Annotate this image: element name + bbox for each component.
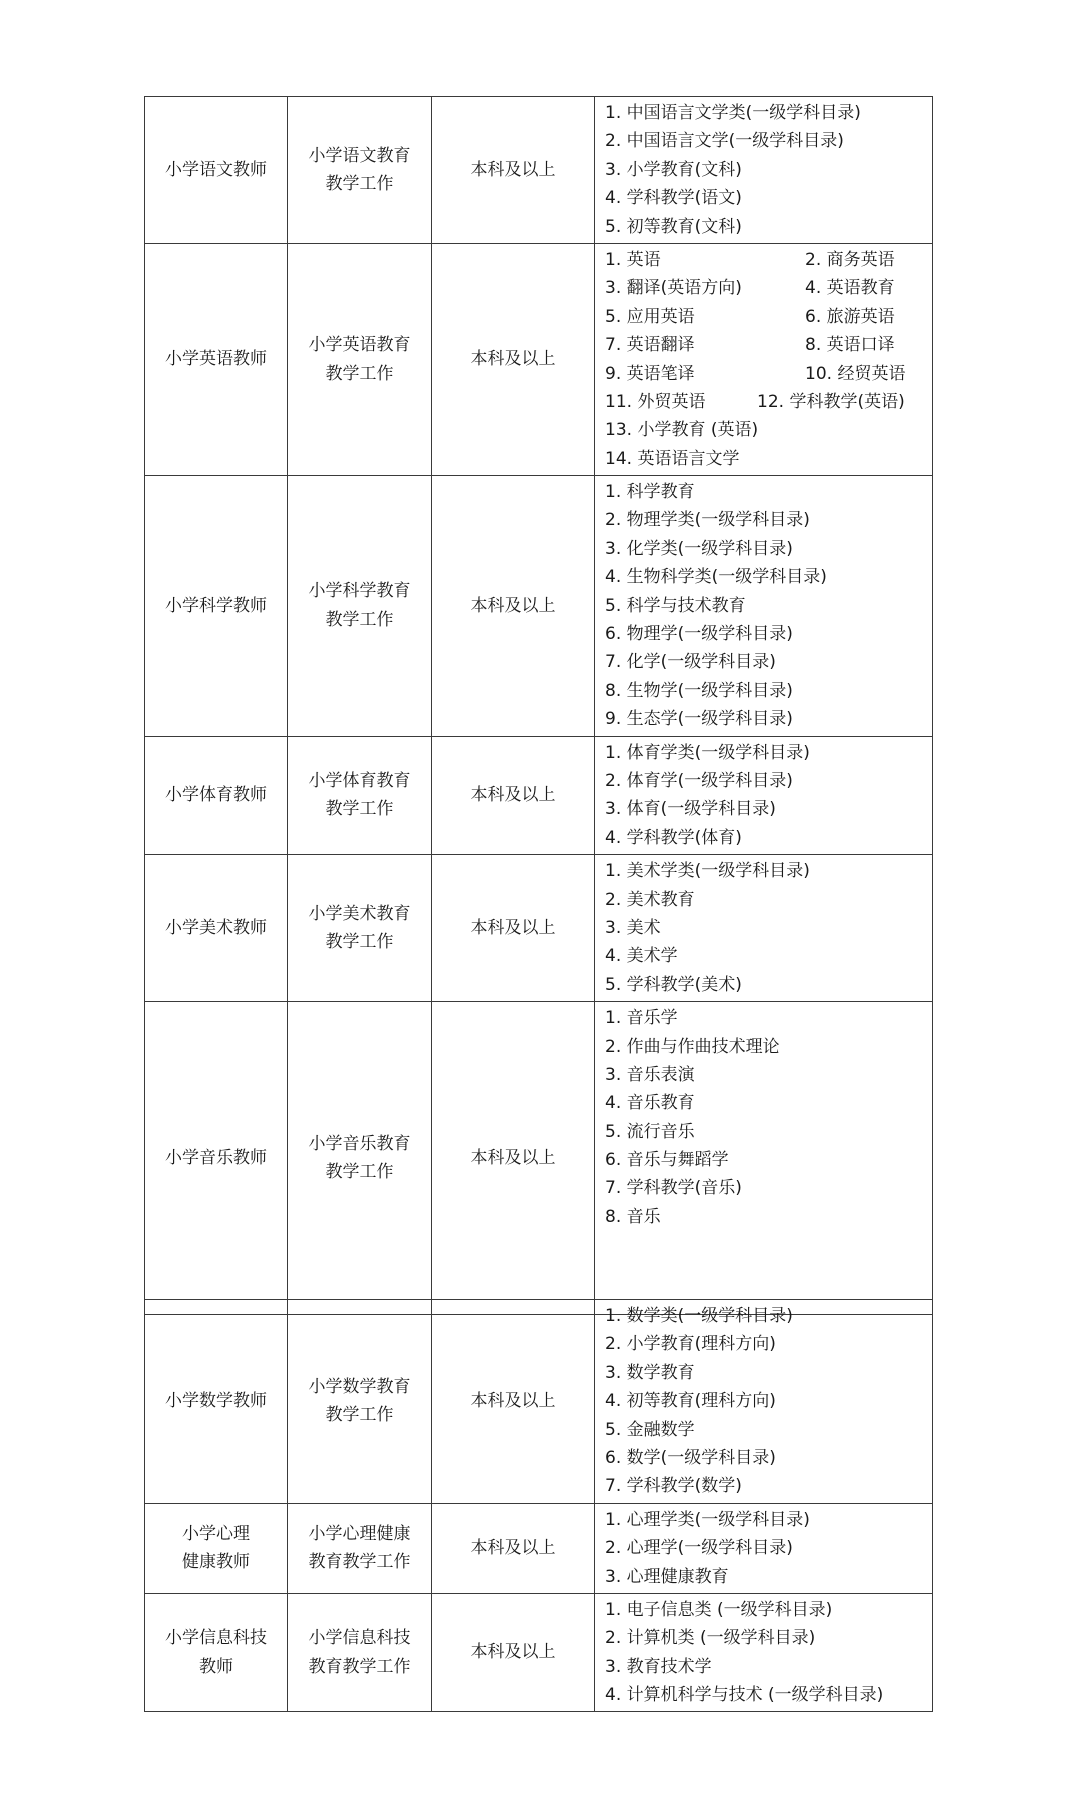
major-item: 1. 美术学类(一级学科目录) <box>605 861 810 882</box>
major-item: 5. 应用英语 <box>605 306 695 327</box>
major-item: 1. 心理学类(一级学科目录) <box>605 1509 810 1530</box>
position-cell: 小学音乐教师 <box>145 1002 288 1315</box>
major-pair <box>605 274 932 302</box>
table-row-english-teacher <box>145 243 933 475</box>
major-item: 3. 音乐表演 <box>605 1064 695 1085</box>
work-content-cell: 小学心理健康 教育教学工作 <box>288 1503 432 1593</box>
majors-cell <box>595 243 933 475</box>
major-item: 1. 英语 <box>605 249 661 270</box>
major-item: 9. 生态学(一级学科目录) <box>605 709 793 730</box>
majors-cell <box>595 1300 933 1504</box>
recruitment-table-part-2 <box>144 1299 933 1712</box>
major-item: 2. 中国语言文学(一级学科目录) <box>605 131 844 152</box>
major-item: 3. 心理健康教育 <box>605 1566 729 1587</box>
major-item: 2. 计算机类 (一级学科目录) <box>605 1628 816 1649</box>
work-content-cell: 小学体育教育 教学工作 <box>288 736 432 855</box>
work-content-cell: 小学音乐教育 教学工作 <box>288 1002 432 1315</box>
major-item: 9. 英语笔译 <box>605 363 695 384</box>
work-content-cell: 小学科学教育 教学工作 <box>288 476 432 737</box>
major-item: 14. 英语语言文学 <box>605 448 740 469</box>
major-item: 4. 英语教育 <box>805 278 895 299</box>
major-item: 6. 音乐与舞蹈学 <box>605 1150 729 1171</box>
major-item: 3. 小学教育(文科) <box>605 159 742 180</box>
major-pair <box>605 246 932 274</box>
major-pair <box>605 303 932 331</box>
recruitment-table-part-1 <box>144 96 933 1315</box>
major-item: 4. 生物科学类(一级学科目录) <box>605 567 827 588</box>
major-item: 5. 科学与技术教育 <box>605 595 746 616</box>
major-item: 4. 计算机科学与技术 (一级学科目录) <box>605 1685 884 1706</box>
major-item: 8. 英语口译 <box>805 335 895 356</box>
education-cell: 本科及以上 <box>432 1002 595 1315</box>
position-cell: 小学英语教师 <box>145 243 288 475</box>
major-item: 2. 物理学类(一级学科目录) <box>605 510 810 531</box>
education-cell: 本科及以上 <box>432 736 595 855</box>
major-pair <box>605 360 932 388</box>
major-item: 11. 外贸英语 <box>605 391 706 412</box>
major-item: 3. 数学教育 <box>605 1362 695 1383</box>
position-cell: 小学美术教师 <box>145 855 288 1002</box>
work-content-cell: 小学英语教育 教学工作 <box>288 243 432 475</box>
position-cell: 小学心理 健康教师 <box>145 1503 288 1593</box>
major-item: 5. 流行音乐 <box>605 1121 695 1142</box>
majors-cell <box>595 736 933 855</box>
table-row-science-teacher <box>145 476 933 737</box>
major-item: 4. 音乐教育 <box>605 1093 695 1114</box>
major-item: 2. 体育学(一级学科目录) <box>605 770 793 791</box>
education-cell: 本科及以上 <box>432 1503 595 1593</box>
majors-cell <box>595 1503 933 1593</box>
education-cell: 本科及以上 <box>432 1593 595 1712</box>
major-item: 7. 学科教学(音乐) <box>605 1178 742 1199</box>
work-content-cell: 小学语文教育 教学工作 <box>288 97 432 244</box>
major-item: 8. 生物学(一级学科目录) <box>605 680 793 701</box>
major-item: 3. 翻译(英语方向) <box>605 278 742 299</box>
education-cell: 本科及以上 <box>432 243 595 475</box>
education-cell: 本科及以上 <box>432 476 595 737</box>
position-cell: 小学体育教师 <box>145 736 288 855</box>
education-cell: 本科及以上 <box>432 1300 595 1504</box>
majors-cell <box>595 1593 933 1712</box>
table-row-psychology-teacher <box>145 1503 933 1593</box>
table-row-chinese-teacher <box>145 97 933 244</box>
position-cell: 小学语文教师 <box>145 97 288 244</box>
education-cell: 本科及以上 <box>432 855 595 1002</box>
major-item: 7. 化学(一级学科目录) <box>605 652 776 673</box>
majors-cell <box>595 855 933 1002</box>
major-item: 2. 小学教育(理科方向) <box>605 1334 776 1355</box>
major-item: 1. 中国语言文学类(一级学科目录) <box>605 103 861 123</box>
major-item: 2. 美术教育 <box>605 889 695 910</box>
position-cell: 小学科学教师 <box>145 476 288 737</box>
majors-cell <box>595 97 933 244</box>
major-item: 3. 美术 <box>605 917 661 938</box>
major-item: 4. 初等教育(理科方向) <box>605 1391 776 1412</box>
table-row-art-teacher <box>145 855 933 1002</box>
major-item: 3. 教育技术学 <box>605 1656 712 1677</box>
work-content-cell: 小学美术教育 教学工作 <box>288 855 432 1002</box>
major-item: 1. 音乐学 <box>605 1008 678 1029</box>
position-cell: 小学数学教师 <box>145 1300 288 1504</box>
major-item: 8. 音乐 <box>605 1206 661 1227</box>
majors-cell <box>595 1002 933 1315</box>
major-item: 13. 小学教育 (英语) <box>605 420 759 441</box>
major-item: 7. 英语翻译 <box>605 335 695 356</box>
major-item: 1. 数学类(一级学科目录) <box>605 1306 793 1326</box>
major-item: 2. 作曲与作曲技术理论 <box>605 1036 780 1057</box>
table-row-pe-teacher <box>145 736 933 855</box>
major-item: 4. 学科教学(体育) <box>605 827 742 848</box>
major-item: 6. 旅游英语 <box>805 306 895 327</box>
major-item: 12. 学科教学(英语) <box>757 391 905 412</box>
major-item: 6. 数学(一级学科目录) <box>605 1447 776 1468</box>
table-row-it-teacher <box>145 1593 933 1712</box>
major-pair <box>605 331 932 359</box>
position-cell: 小学信息科技 教师 <box>145 1593 288 1712</box>
major-item: 5. 初等教育(文科) <box>605 216 742 237</box>
major-item: 4. 学科教学(语文) <box>605 188 742 209</box>
major-item: 7. 学科教学(数学) <box>605 1476 742 1497</box>
major-item: 5. 学科教学(美术) <box>605 974 742 995</box>
major-item: 3. 体育(一级学科目录) <box>605 799 776 820</box>
major-item: 1. 电子信息类 (一级学科目录) <box>605 1599 833 1620</box>
table-row-music-teacher <box>145 1002 933 1315</box>
major-item: 3. 化学类(一级学科目录) <box>605 538 793 559</box>
table-row-math-teacher <box>145 1300 933 1504</box>
work-content-cell: 小学数学教育 教学工作 <box>288 1300 432 1504</box>
major-item: 10. 经贸英语 <box>805 363 906 384</box>
major-item: 4. 美术学 <box>605 946 678 967</box>
major-item: 1. 科学教育 <box>605 482 695 503</box>
major-pair <box>605 388 932 416</box>
major-item: 2. 心理学(一级学科目录) <box>605 1538 793 1559</box>
major-item: 5. 金融数学 <box>605 1419 695 1440</box>
major-item: 2. 商务英语 <box>805 249 895 270</box>
majors-cell <box>595 476 933 737</box>
major-item: 1. 体育学类(一级学科目录) <box>605 742 810 763</box>
education-cell: 本科及以上 <box>432 97 595 244</box>
major-item: 6. 物理学(一级学科目录) <box>605 624 793 645</box>
work-content-cell: 小学信息科技 教育教学工作 <box>288 1593 432 1712</box>
